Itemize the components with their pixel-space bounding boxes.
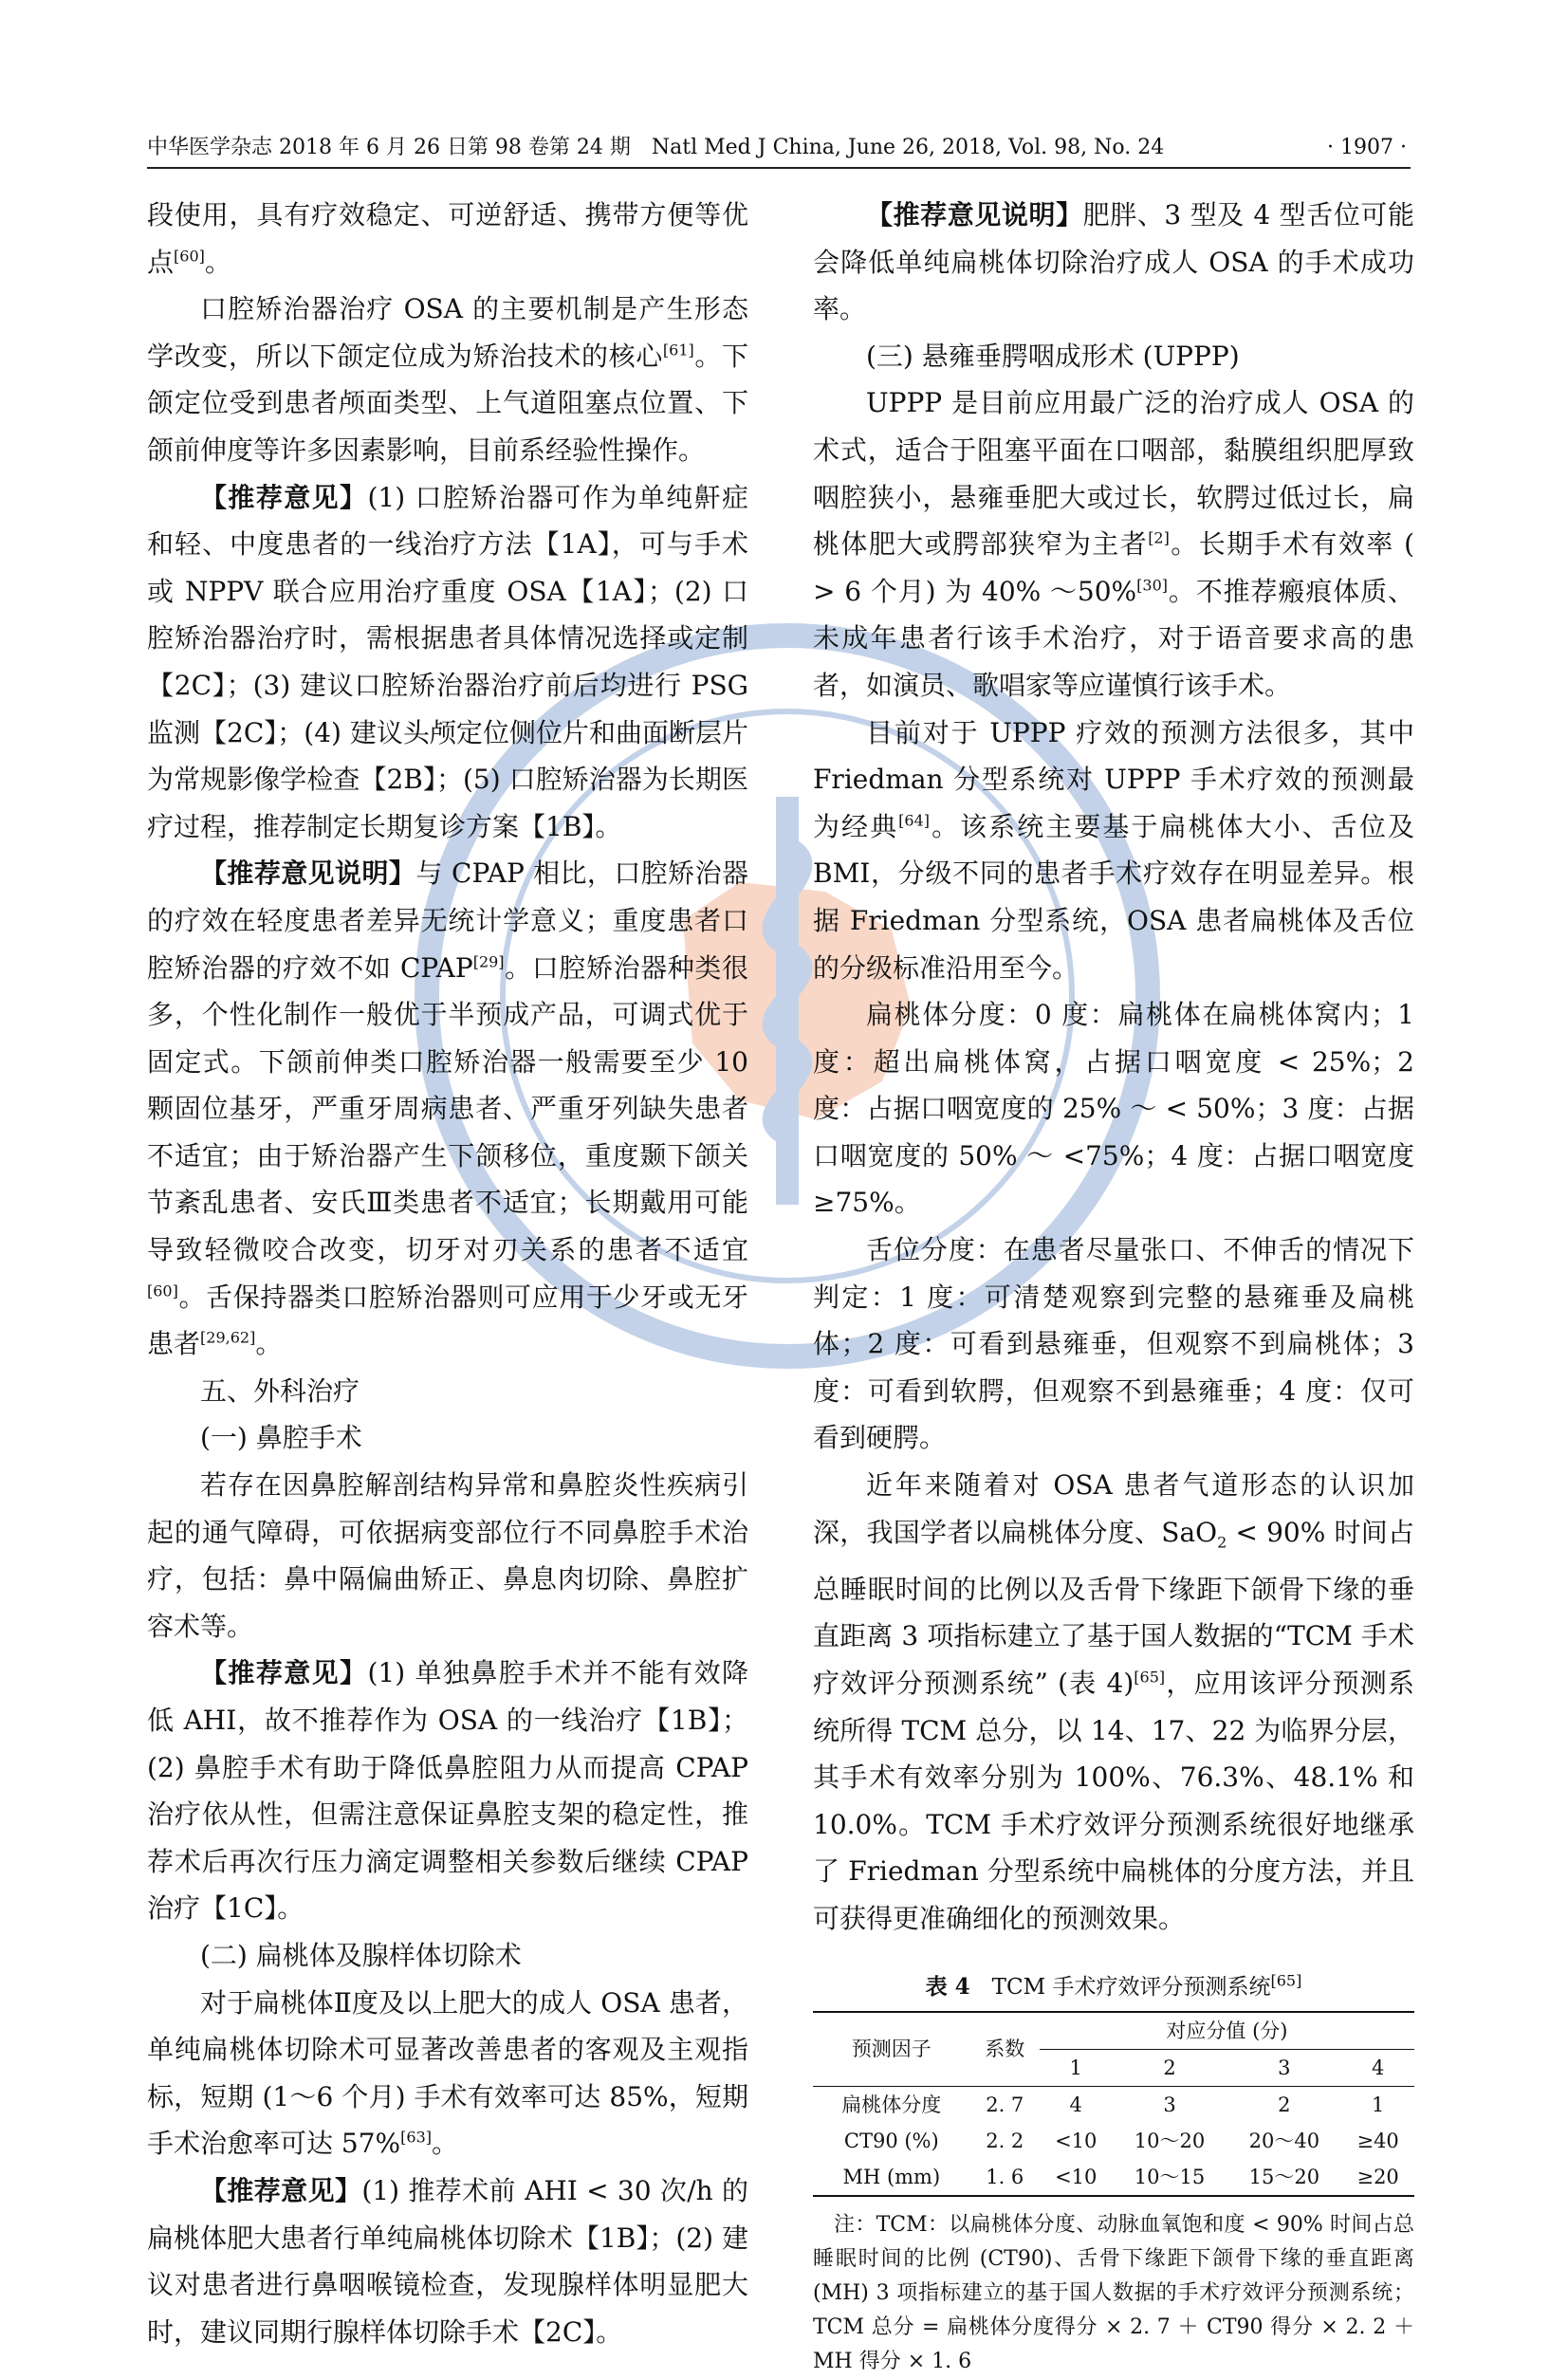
citation[interactable]: [29,62] [200,1328,256,1347]
paragraph: 口腔矫治器治疗 OSA 的主要机制是产生形态学改变，所以下颌定位成为矫治技术的核心[61]。下颌定位受到患者颅面类型、上气道阻塞点位置、下颌前伸度等许多因素影响，目前系经验性操作。 [147,293,748,466]
citation[interactable]: [2] [1148,528,1170,547]
table-header-level: 2 [1163,2056,1176,2079]
recommendation-paragraph: 【推荐意见】(1) 单独鼻腔手术并不能有效降低 AHI，故不推荐作为 OSA 的一线治疗【1B】；(2) 鼻腔手术有助于降低鼻腔阻力从而提高 CPAP 治疗依从性，但需注意保证鼻腔支架的稳定性，推荐术后再次行压力滴定调整相关参数后继续 CPAP 治疗【1C】。 [147,1657,748,1925]
recommendation-note-label: 【推荐意见说明】 [200,858,416,890]
table-header-level: 4 [1371,2056,1385,2079]
paragraph: 目前对于 UPPP 疗效的预测方法很多，其中 Friedman 分型系统对 UPPP 手术疗效的预测最为经典[64]。该系统主要基于扁桃体大小、舌位及 BMI，分级不同的患者手术疗效存在明显差异。根据 Friedman 分型系统，OSA 患者扁桃体及舌位的分级标准沿用至今。 [813,716,1414,984]
table-header-factor: 预测因子 [813,2012,970,2087]
paragraph: 段使用，具有疗效稳定、可逆舒适、携带方便等优点[60]。 [147,199,748,278]
subsection-heading: (三) 悬雍垂腭咽成形术 (UPPP) [866,340,1240,372]
recommendation-label: 【推荐意见】 [200,1657,368,1689]
citation[interactable]: [30] [1136,576,1168,595]
recommendation-note-paragraph: 【推荐意见说明】与 CPAP 相比，口腔矫治器的疗效在轻度患者差异无统计学意义；重度患者口腔矫治器的疗效不如 CPAP[29]。口腔矫治器种类很多，个性化制作一般优于半预成产品，可调式优于固定式。下颌前伸类口腔矫治器一般需要至少 10 颗固位基牙，严重牙周病患者、严重牙列缺失患者不适宜；由于矫治器产生下颌移位，重度颞下颌关节紊乱患者、安氏Ⅲ类患者不适宜；长期戴用可能导致轻微咬合改变，切牙对刃关系的患者不适宜[60]。舌保持器类口腔矫治器则可应用于少牙或无牙患者[29,62]。 [147,858,748,1360]
right-column [813,192,1414,2379]
paragraph: 若存在因鼻腔解剖结构异常和鼻腔炎性疾病引起的通气障碍，可依据病变部位行不同鼻腔手术治疗，包括：鼻中隔偏曲矫正、鼻息肉切除、鼻腔扩容术等。 [147,1469,748,1642]
page-number: · 1907 · [1327,136,1407,159]
table-header-values: 对应分值 (分) [1040,2012,1414,2050]
watermark-serpent [771,844,804,1138]
table-4-grid [813,2011,1414,2197]
citation[interactable]: [64] [898,811,931,830]
paragraph: 对于扁桃体Ⅱ度及以上肥大的成人 OSA 患者，单纯扁桃体切除术可显著改善患者的客观及主观指标，短期 (1～6 个月) 手术有效率可达 85%，短期手术治愈率可达 57%[63]。 [147,1986,748,2160]
table-header-level: 1 [1069,2056,1082,2079]
paragraph: 近年来随着对 OSA 患者气道形态的认识加深，我国学者以扁桃体分度、SaO$_2$ < 90% 时间占总睡眠时间的比例以及舌骨下缘距下颌骨下缘的垂直距离 3 项指标建立了基于国人数据的“TCM 手术疗效评分预测系统” (表 4)[65]，应用该评分预测系统所得 TCM 总分，以 14、17、22 为临界分层，其手术有效率分别为 100%、76.3%、48.1% 和 10.0%。TCM 手术疗效评分预测系统很好地继承了 Friedman 分型系统中扁桃体的分度方法，并且可获得更准确细化的预测效果。 [813,1469,1414,1934]
recommendation-paragraph: 【推荐意见】(1) 推荐术前 AHI < 30 次/h 的扁桃体肥大患者行单纯扁桃体切除术【1B】；(2) 建议对患者进行鼻咽喉镜检查，发现腺样体明显肥大时，建议同期行腺样体切除手术【2C】。 [147,2174,748,2348]
citation[interactable]: [63] [400,2129,432,2148]
citation[interactable]: [65] [1134,1668,1166,1687]
citation[interactable]: [60] [174,247,205,266]
table-4 [813,1971,1414,2379]
paragraph: 舌位分度：在患者尽量张口、不伸舌的情况下判定：1 度：可清楚观察到完整的悬雍垂及扁桃体；2 度：可看到悬雍垂，但观察不到扁桃体；3 度：可看到软腭，但观察不到悬雍垂；4 度：仅可看到硬腭。 [813,1234,1414,1454]
citation[interactable]: [61] [662,341,694,360]
table-row: 扁桃体分度 2. 7 4 3 2 1 [813,2086,1414,2123]
section-heading: 五、外科治疗 [200,1374,360,1407]
paragraph: 扁桃体分度：0 度：扁桃体在扁桃体窝内；1 度：超出扁桃体窝，占据口咽宽度 < 25%；2 度：占据口咽宽度的 25% ～ < 50%；3 度：占据口咽宽度的 50% ～ <75%；4 度：占据口咽宽度≥75%。 [813,999,1414,1219]
subsection-heading: (二) 扁桃体及腺样体切除术 [200,1939,522,1971]
recommendation-label: 【推荐意见】 [200,2174,362,2206]
table-caption: 表 4 TCM 手术疗效评分预测系统[65] [925,1970,1302,2000]
page-header [147,129,1411,169]
watermark-staff [776,797,799,1205]
recommendation-note-label: 【推荐意见说明】 [866,199,1083,231]
table-row: MH (mm) 1. 6 <10 10～15 15～20 ≥20 [813,2159,1414,2196]
table-row: CT90 (%) 2. 2 <10 10～20 20～40 ≥40 [843,2129,1399,2152]
citation[interactable]: [29] [472,952,505,971]
citation[interactable]: [65] [1270,1970,1302,1989]
journal-citation: 中华医学杂志 2018 年 6 月 26 日第 98 卷第 24 期 Natl Med J China, June 26, 2018, Vol. 98, No. 24 [147,136,1165,159]
recommendation-label: 【推荐意见】 [200,481,368,513]
recommendation-note-paragraph: 【推荐意见说明】肥胖、3 型及 4 型舌位可能会降低单纯扁桃体切除治疗成人 OSA 的手术成功率。 [813,199,1414,325]
citation[interactable]: [60] [147,1282,178,1300]
subsection-heading: (一) 鼻腔手术 [200,1422,362,1454]
left-column [147,192,748,2355]
table-note: 注：TCM：以扁桃体分度、动脉血氧饱和度 < 90% 时间占总睡眠时间的比例 (CT90)、舌骨下缘距下颌骨下缘的垂直距离 (MH) 3 项指标建立的基于国人数据的手术疗效评分预测系统；TCM 总分 = 扁桃体分度得分 × 2. 7 ＋ CT90 得分 × 2. 2 ＋ MH 得分 × 1. 6 [813,2212,1414,2373]
table-header-level: 3 [1278,2056,1291,2079]
table-header-coef: 系数 [970,2012,1040,2087]
recommendation-paragraph: 【推荐意见】(1) 口腔矫治器可作为单纯鼾症和轻、中度患者的一线治疗方法【1A】，可与手术或 NPPV 联合应用治疗重度 OSA【1A】；(2) 口腔矫治器治疗时，需根据患者具体情况选择或定制【2C】；(3) 建议口腔矫治器治疗前后均进行 PSG 监测【2C】；(4) 建议头颅定位侧位片和曲面断层片为常规影像学检查【2B】；(5) 口腔矫治器为长期医疗过程，推荐制定长期复诊方案【1B】。 [147,481,748,842]
paragraph: UPPP 是目前应用最广泛的治疗成人 OSA 的术式，适合于阻塞平面在口咽部，黏膜组织肥厚致咽腔狭小，悬雍垂肥大或过长，软腭过低过长，扁桃体肥大或腭部狭窄为主者[2]。长期手术有效率 ( > 6 个月) 为 40% ～50%[30]。不推荐瘢痕体质、未成年患者行该手术治疗，对于语音要求高的患者，如演员、歌唱家等应谨慎行该手术。 [813,387,1414,701]
